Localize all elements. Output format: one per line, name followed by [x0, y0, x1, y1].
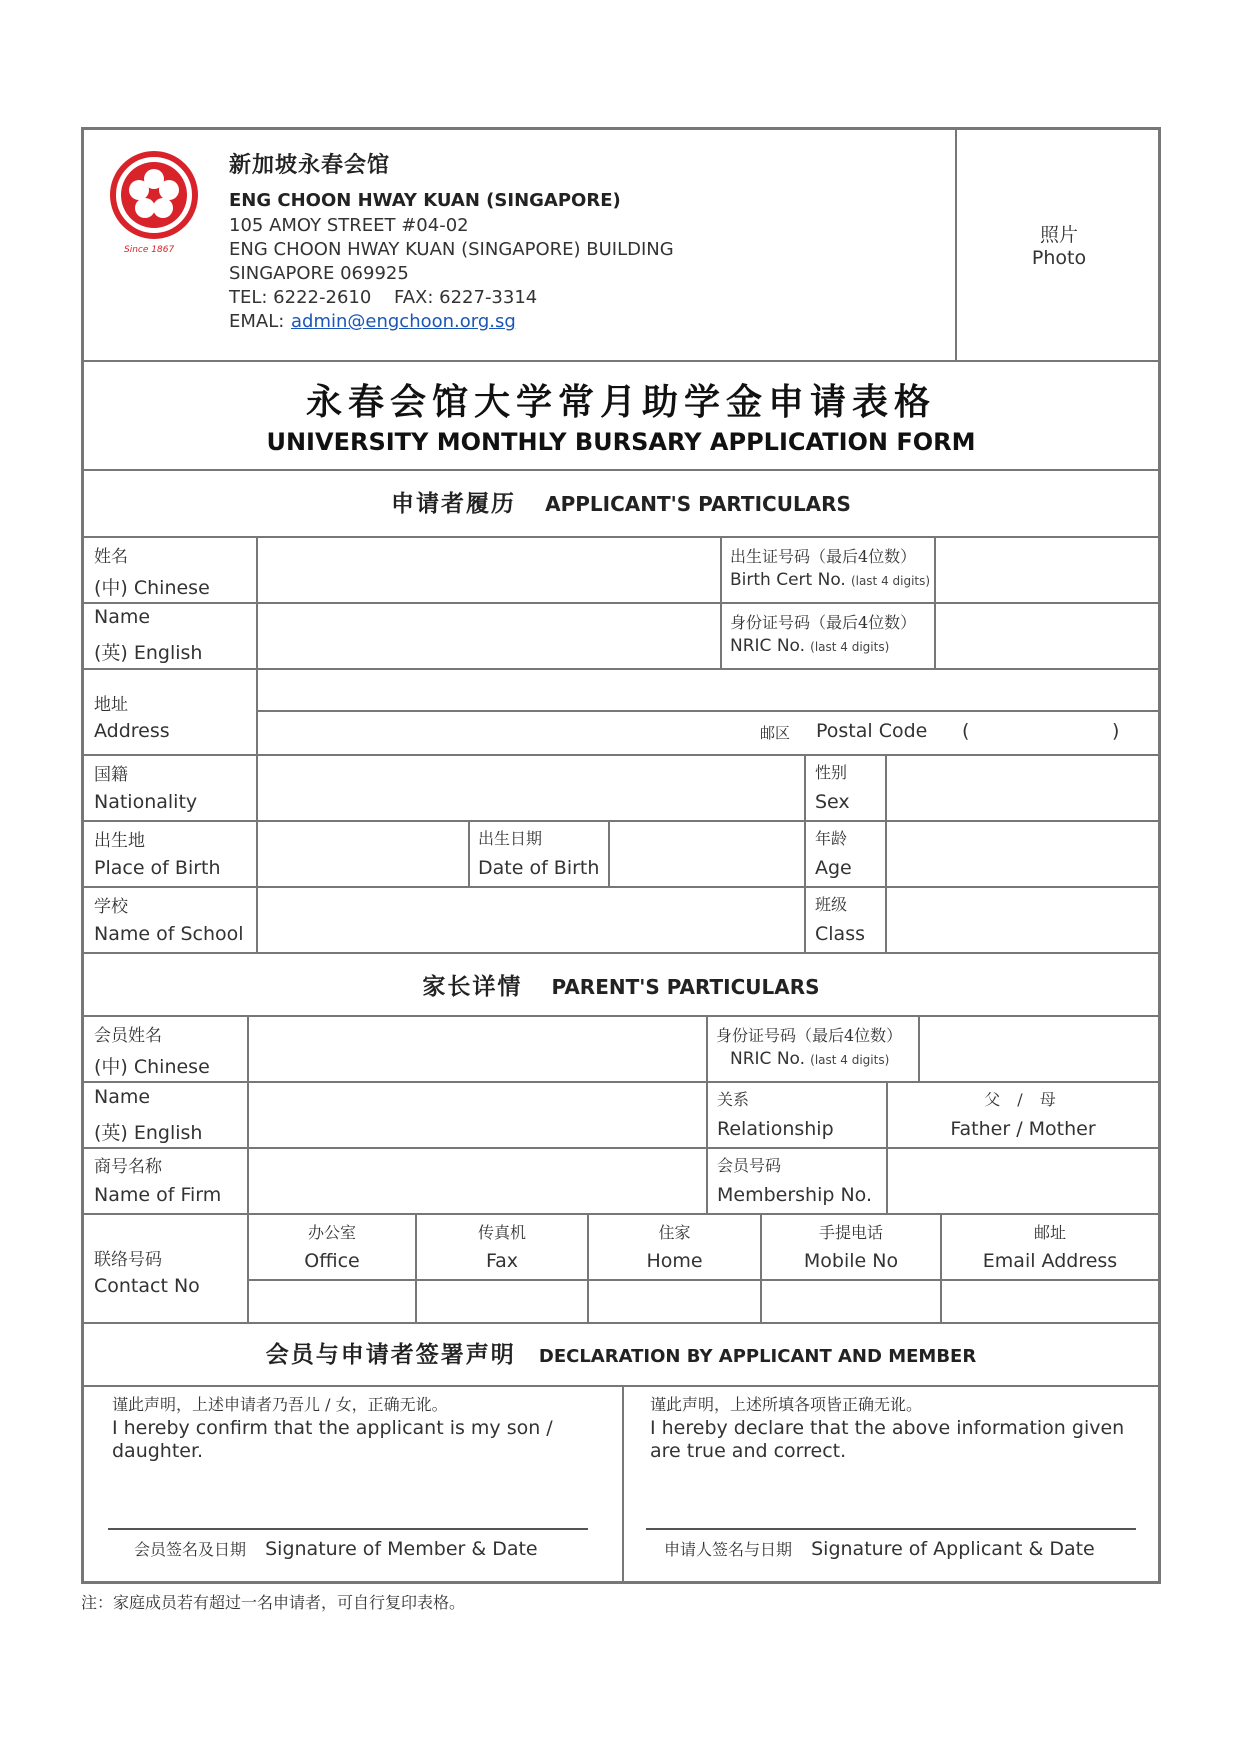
age-field[interactable] [887, 822, 1158, 886]
email-link[interactable]: admin@engchoon.org.sg [291, 311, 516, 332]
applicant-english-name-field[interactable] [258, 604, 720, 668]
applicant-declaration-en-1: I hereby declare that the above information given [650, 1417, 1125, 1439]
member-signature-line [108, 1528, 588, 1530]
member-sig-label-en: Signature of Member & Date [265, 1538, 538, 1560]
applicant-nric-field[interactable] [936, 604, 1158, 668]
nric-label [730, 636, 889, 656]
father-mother-cn: 父 / 母 [984, 1090, 1062, 1109]
nationality-field[interactable] [258, 756, 804, 820]
firm-name-field[interactable] [249, 1149, 706, 1213]
place-of-birth-field[interactable] [258, 822, 468, 886]
mobile-phone-field[interactable] [762, 1281, 940, 1322]
mobile-label-cn: 手提电话 [818, 1223, 883, 1242]
declaration-section-header [84, 1336, 1158, 1369]
postal-code-field[interactable] [974, 714, 1104, 752]
parent-chinese-label: (中) Chinese [94, 1056, 210, 1078]
applicant-section-cn: 申请者履历 [391, 490, 517, 517]
birth-cert-field[interactable] [936, 538, 1158, 602]
parent-nric-label-cn: 身份证号码（最后4位数） [716, 1026, 903, 1045]
divider [84, 1213, 1158, 1215]
office-phone-field[interactable] [249, 1281, 415, 1322]
contact-label-cn: 联络号码 [94, 1250, 162, 1270]
pob-label-en: Place of Birth [94, 857, 221, 879]
age-label-cn: 年龄 [815, 829, 848, 848]
declaration-section-cn: 会员与申请者签署声明 [265, 1341, 516, 1368]
application-form [81, 127, 1161, 1584]
applicant-signature-line [646, 1528, 1136, 1530]
nric-label-cn: 身份证号码（最后4位数） [730, 613, 917, 632]
org-name-en: ENG CHOON HWAY KUAN (SINGAPORE) [229, 190, 621, 211]
mobile-label-en: Mobile No [803, 1250, 899, 1272]
email-address-field[interactable] [942, 1281, 1158, 1322]
footnote: 注：家庭成员若有超过一名申请者，可自行复印表格。 [81, 1593, 466, 1612]
parent-english-label: (英) English [94, 1122, 203, 1144]
school-label-cn: 学校 [94, 897, 128, 917]
firm-label-en: Name of Firm [94, 1184, 222, 1206]
nationality-label-en: Nationality [94, 791, 198, 813]
birth-cert-label-en: Birth Cert No. [730, 570, 846, 590]
tel-text: TEL: 6222-2610 [229, 287, 372, 308]
birth-cert-label [730, 570, 930, 590]
home-label-cn: 住家 [658, 1223, 691, 1242]
school-name-field[interactable] [258, 888, 804, 952]
birth-cert-label-cn: 出生证号码（最后4位数） [730, 547, 917, 566]
form-title-cn: 永春会馆大学常月助学金申请表格 [305, 381, 936, 423]
member-name-label-cn: 会员姓名 [94, 1026, 162, 1046]
firm-label-cn: 商号名称 [94, 1157, 162, 1177]
relationship-label-cn: 关系 [717, 1090, 750, 1109]
postal-paren-open: ( [962, 720, 970, 742]
office-label-en: Office [304, 1250, 360, 1272]
nationality-label-cn: 国籍 [94, 765, 128, 785]
school-label-en: Name of School [94, 923, 244, 945]
office-label-cn: 办公室 [307, 1223, 356, 1242]
membership-label-cn: 会员号码 [717, 1156, 782, 1175]
org-name-cn: 新加坡永春会馆 [229, 152, 391, 178]
dob-label-cn: 出生日期 [478, 829, 543, 848]
email-label-en: Email Address [982, 1250, 1118, 1272]
parent-section-cn: 家长详情 [422, 973, 523, 1000]
parent-nric-label-en: NRIC No. [730, 1049, 806, 1069]
address-line-2: ENG CHOON HWAY KUAN (SINGAPORE) BUILDING [229, 239, 674, 260]
sex-label-en: Sex [815, 791, 850, 813]
sex-label-cn: 性别 [815, 763, 848, 782]
membership-label-en: Membership No. [717, 1184, 873, 1206]
applicant-declaration-cn: 谨此声明，上述所填各项皆正确无讹。 [650, 1395, 923, 1414]
last4-note: (last 4 digits) [850, 574, 931, 588]
pob-label-cn: 出生地 [94, 831, 145, 851]
parent-nric-label [730, 1049, 889, 1069]
photo-label-cn: 照片 [1039, 224, 1078, 246]
membership-no-field[interactable] [888, 1149, 1158, 1213]
member-nric-field[interactable] [920, 1017, 1158, 1081]
applicant-signature-area[interactable] [646, 1466, 1136, 1526]
form-title-en: UNIVERSITY MONTHLY BURSARY APPLICATION FORM [266, 428, 976, 456]
parent-section-en: PARENT'S PARTICULARS [551, 975, 820, 999]
fax-label-cn: 传真机 [477, 1223, 526, 1242]
divider [706, 1015, 708, 1213]
divider [468, 820, 470, 886]
postal-label-cn: 邮区 [760, 724, 791, 742]
since-text: Since 1867 [124, 245, 175, 255]
last4-note: (last 4 digits) [810, 640, 890, 654]
address-label-en: Address [94, 720, 170, 742]
relationship-label-en: Relationship [717, 1118, 834, 1140]
member-chinese-name-field[interactable] [249, 1017, 706, 1081]
fax-text: FAX: 6227-3314 [394, 287, 538, 308]
member-signature-label [134, 1537, 538, 1560]
class-label-en: Class [815, 923, 865, 945]
name-label-en: Name [94, 606, 151, 628]
declaration-section-en: DECLARATION BY APPLICANT AND MEMBER [538, 1346, 977, 1367]
address-field-line-1[interactable] [258, 670, 1158, 710]
father-mother-option[interactable]: Father / Mother [950, 1118, 1096, 1140]
last4-note: (last 4 digits) [810, 1053, 890, 1067]
name-label-cn: 姓名 [94, 547, 128, 567]
divider [256, 710, 1158, 712]
email-label: EMAL: [229, 311, 285, 332]
age-label-en: Age [815, 857, 852, 879]
applicant-section-en: APPLICANT'S PARTICULARS [545, 492, 851, 516]
divider [84, 469, 1158, 471]
home-phone-field[interactable] [589, 1281, 760, 1322]
divider [84, 360, 1158, 362]
date-of-birth-field[interactable] [610, 822, 804, 886]
english-label: (英) English [94, 642, 203, 664]
divider [720, 536, 722, 668]
fax-label-en: Fax [485, 1250, 519, 1272]
divider [84, 1385, 1158, 1387]
member-declaration-en-1: I hereby confirm that the applicant is my son / [112, 1417, 553, 1439]
address-label-cn: 地址 [94, 695, 128, 715]
member-signature-area[interactable] [108, 1466, 588, 1526]
member-declaration-cn: 谨此声明，上述申请者乃吾儿 / 女，正确无讹。 [112, 1395, 448, 1414]
applicant-sig-label-cn: 申请人签名与日期 [664, 1540, 793, 1559]
applicant-section-header [84, 485, 1158, 518]
divider [804, 754, 806, 952]
contact-label-en: Contact No [94, 1275, 200, 1297]
class-field[interactable] [887, 888, 1158, 952]
sex-field[interactable] [887, 756, 1158, 820]
applicant-chinese-name-field[interactable] [258, 538, 720, 602]
dob-label-en: Date of Birth [478, 857, 600, 879]
org-logo [109, 150, 199, 240]
home-label-en: Home [646, 1250, 703, 1272]
divider [84, 952, 1158, 954]
applicant-sig-label-en: Signature of Applicant & Date [811, 1538, 1095, 1560]
member-sig-label-cn: 会员签名及日期 [134, 1540, 247, 1559]
member-english-name-field[interactable] [249, 1083, 706, 1147]
fax-field[interactable] [417, 1281, 587, 1322]
address-line-3: SINGAPORE 069925 [229, 263, 409, 284]
postal-paren-close: ) [1112, 720, 1120, 742]
class-label-cn: 班级 [815, 895, 848, 914]
nric-label-en: NRIC No. [730, 636, 806, 656]
address-line-1: 105 AMOY STREET #04-02 [229, 215, 469, 236]
email-label-cn: 邮址 [1033, 1223, 1066, 1242]
chinese-label: (中) Chinese [94, 577, 210, 599]
photo-label-en: Photo [1031, 247, 1087, 269]
member-declaration-en-2: daughter. [112, 1440, 204, 1462]
applicant-signature-label [664, 1537, 1095, 1560]
postal-label-en: Postal Code [816, 720, 928, 742]
applicant-declaration-en-2: are true and correct. [650, 1440, 847, 1462]
parent-section-header [84, 968, 1158, 1001]
parent-name-label-en: Name [94, 1086, 151, 1108]
divider [84, 1322, 1158, 1324]
divider [622, 1385, 624, 1581]
